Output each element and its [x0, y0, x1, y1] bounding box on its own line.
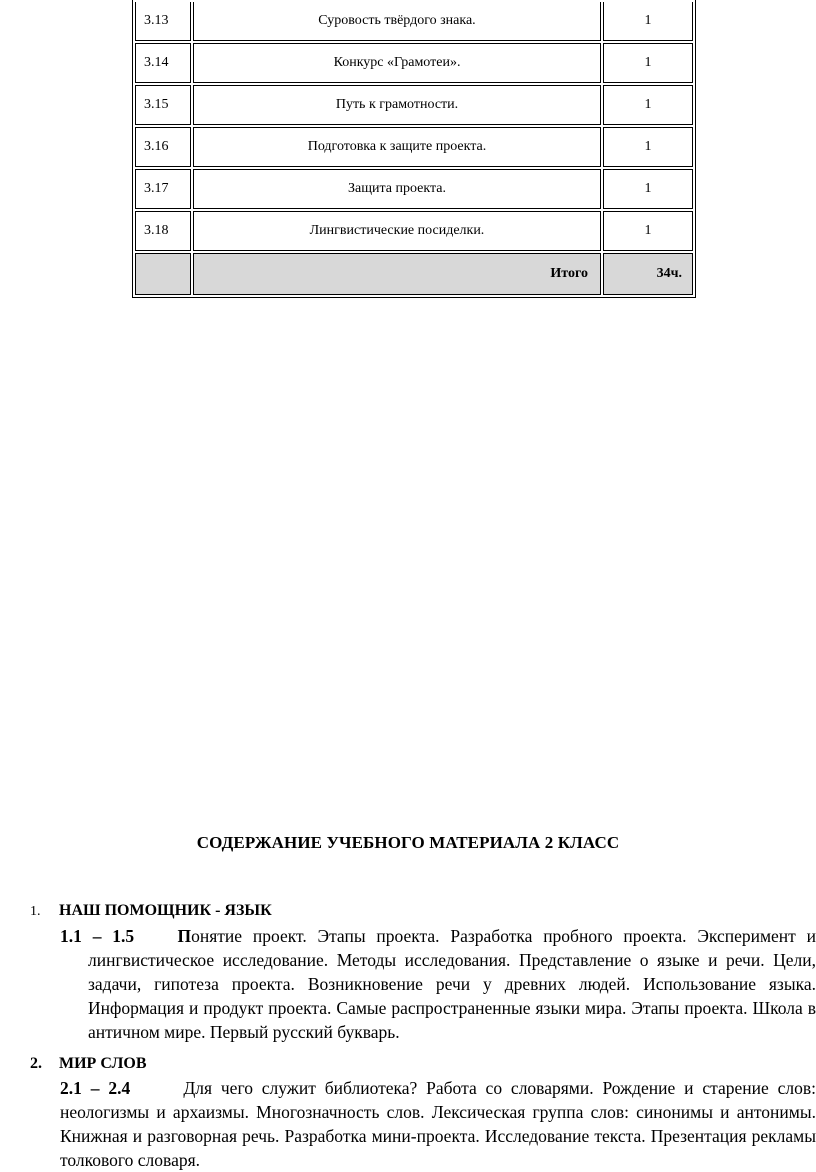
lesson-number: 3.13: [135, 2, 191, 41]
table-row: [135, 2, 693, 41]
total-value: 34ч.: [603, 253, 693, 295]
lesson-topic: Подготовка к защите проекта.: [193, 127, 601, 167]
lesson-hours: 1: [603, 211, 693, 251]
lesson-topic: Лингвистические посиделки.: [193, 211, 601, 251]
lesson-hours: 1: [603, 2, 693, 41]
lesson-topic: Суровость твёрдого знака.: [193, 2, 601, 41]
section-2: [30, 1052, 816, 1172]
total-row: [135, 253, 693, 295]
lesson-hours: 1: [603, 127, 693, 167]
lesson-plan-table: [132, 0, 696, 298]
total-empty-cell: [135, 253, 191, 295]
lesson-hours: 1: [603, 85, 693, 125]
lesson-topic: Защита проекта.: [193, 169, 601, 209]
page-heading: СОДЕРЖАНИЕ УЧЕБНОГО МАТЕРИАЛА 2 КЛАСС: [196, 833, 620, 852]
section-title: [30, 1052, 816, 1076]
lesson-number: 3.18: [135, 211, 191, 251]
table-row: [135, 85, 693, 125]
table-row: [135, 169, 693, 209]
section-number: 1.: [30, 904, 41, 919]
total-label: Итого: [193, 253, 601, 295]
section-title: [30, 899, 816, 924]
section-text: Для чего служит библиотека? Работа со словарями. Рождение и старение слов: неологизмы и архаизмы. Многозначность слов. Лексическая группа слов: синонимы и антонимы. Книжная и разговорная речь. Разработка мини-проекта. Исследование текста. Презентация рекламы толкового словаря.: [60, 1078, 816, 1170]
lesson-number: 3.15: [135, 85, 191, 125]
section-1: [30, 899, 816, 1044]
table-row: [135, 127, 693, 167]
section-number: 2.: [30, 1055, 42, 1072]
lesson-hours: 1: [603, 43, 693, 83]
table-row: [135, 43, 693, 83]
section-body: [60, 1076, 816, 1172]
lesson-number: 3.14: [135, 43, 191, 83]
section-text: онятие проект. Этапы проекта. Разработка пробного проекта. Эксперимент и лингвистическое исследование. Методы исследования. Представление о языке и речи. Цели, задачи, гипотеза проекта. Возникновение речи у древних людей. Использование языка. Информация и продукт проекта. Самые распространенные языки мира. Этапы проекта. Школа в античном мире. Первый русский букварь.: [88, 926, 816, 1042]
section-title-text: НАШ ПОМОЩНИК - ЯЗЫК: [59, 902, 272, 919]
lesson-range: 1.1 – 1.5: [60, 926, 135, 946]
section-title-text: МИР СЛОВ: [59, 1055, 147, 1072]
section-body: [60, 924, 816, 1044]
lesson-topic: Конкурс «Грамотеи».: [193, 43, 601, 83]
lesson-number: 3.17: [135, 169, 191, 209]
lesson-range: 2.1 – 2.4: [60, 1078, 131, 1098]
lesson-hours: 1: [603, 169, 693, 209]
lesson-topic: Путь к грамотности.: [193, 85, 601, 125]
lesson-number: 3.16: [135, 127, 191, 167]
first-letter: П: [177, 926, 192, 946]
table-row: [135, 211, 693, 251]
